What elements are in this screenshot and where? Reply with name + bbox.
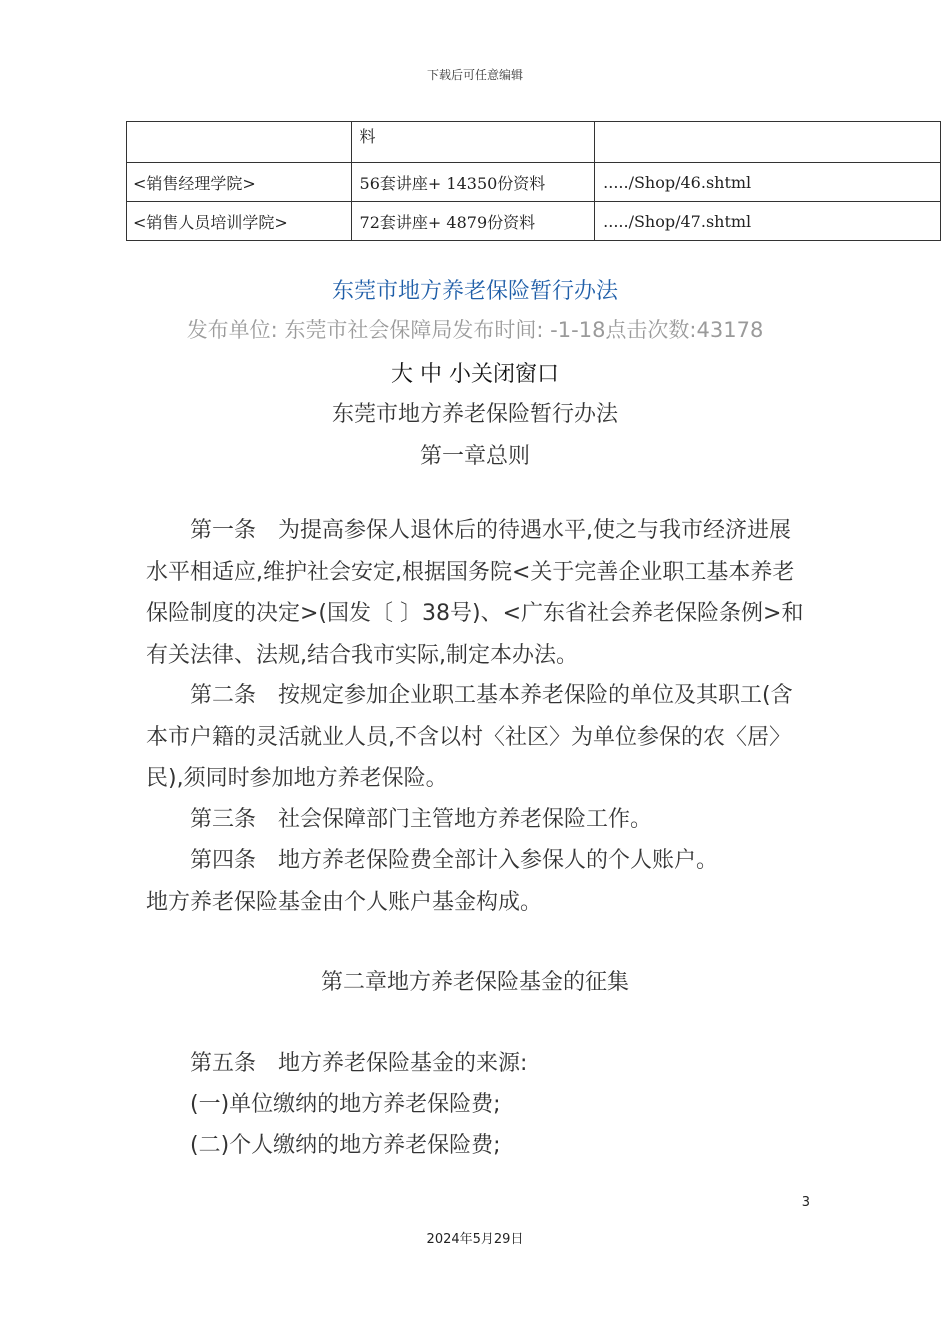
font-size-controls[interactable]: 大 中 小关闭窗口 [391,362,559,387]
article-paragraph: 第五条 地方养老保险基金的来源: [190,1051,528,1076]
list-item: (一)单位缴纳的地方养老保险费; [190,1092,501,1117]
page-number: 3 [801,1195,810,1210]
table-cell: <销售人员培训学院> [127,202,352,241]
list-item: (二)个人缴纳的地方养老保险费; [190,1133,501,1158]
table-cell-link[interactable]: ...../Shop/46.shtml [595,163,941,202]
table-cell-link[interactable]: ...../Shop/47.shtml [595,202,941,241]
article-paragraph: 第四条 地方养老保险费全部计入参保人的个人账户。 [190,848,719,873]
table-row [127,122,941,163]
footer-date: 2024年5月29日 [426,1232,524,1247]
header-note: 下载后可任意编辑 [426,68,523,82]
resource-table [126,121,941,241]
table-cell [595,122,941,163]
chapter-heading: 第二章地方养老保险基金的征集 [320,970,629,995]
article-paragraph: 第一条 为提高参保人退休后的待遇水平,使之与我市经济进展水平相适应,维护社会安定,根据国务院<关于完善企业职工基本养老保险制度的决定>(国发〔 〕38号)、<广东省社会养老保险条例>和有关法律、法规,结合我市实际,制定本办法。 [146,518,804,668]
chapter-heading: 第一章总则 [419,444,530,469]
article-paragraph: 第二条 按规定参加企业职工基本养老保险的单位及其职工(含本市户籍的灵活就业人员,不含以村〈社区〉为单位参保的农〈居〉民),须同时参加地方养老保险。 [146,683,793,791]
table-row [127,202,941,241]
table-row [127,163,941,202]
document-title: 东莞市地方养老保险暂行办法 [331,402,618,427]
table-cell [127,122,352,163]
table-cell: 56套讲座+ 14350份资料 [351,163,595,202]
publish-meta: 发布单位: 东莞市社会保障局发布时间: -1-18点击次数:43178 [186,318,764,342]
table-cell: 72套讲座+ 4879份资料 [351,202,595,241]
article-title: 东莞市地方养老保险暂行办法 [331,279,618,304]
table-cell: 料 [351,122,595,163]
table-cell: <销售经理学院> [127,163,352,202]
article-paragraph: 第三条 社会保障部门主管地方养老保险工作。 [190,807,653,832]
article-paragraph: 地方养老保险基金由个人账户基金构成。 [146,890,543,915]
